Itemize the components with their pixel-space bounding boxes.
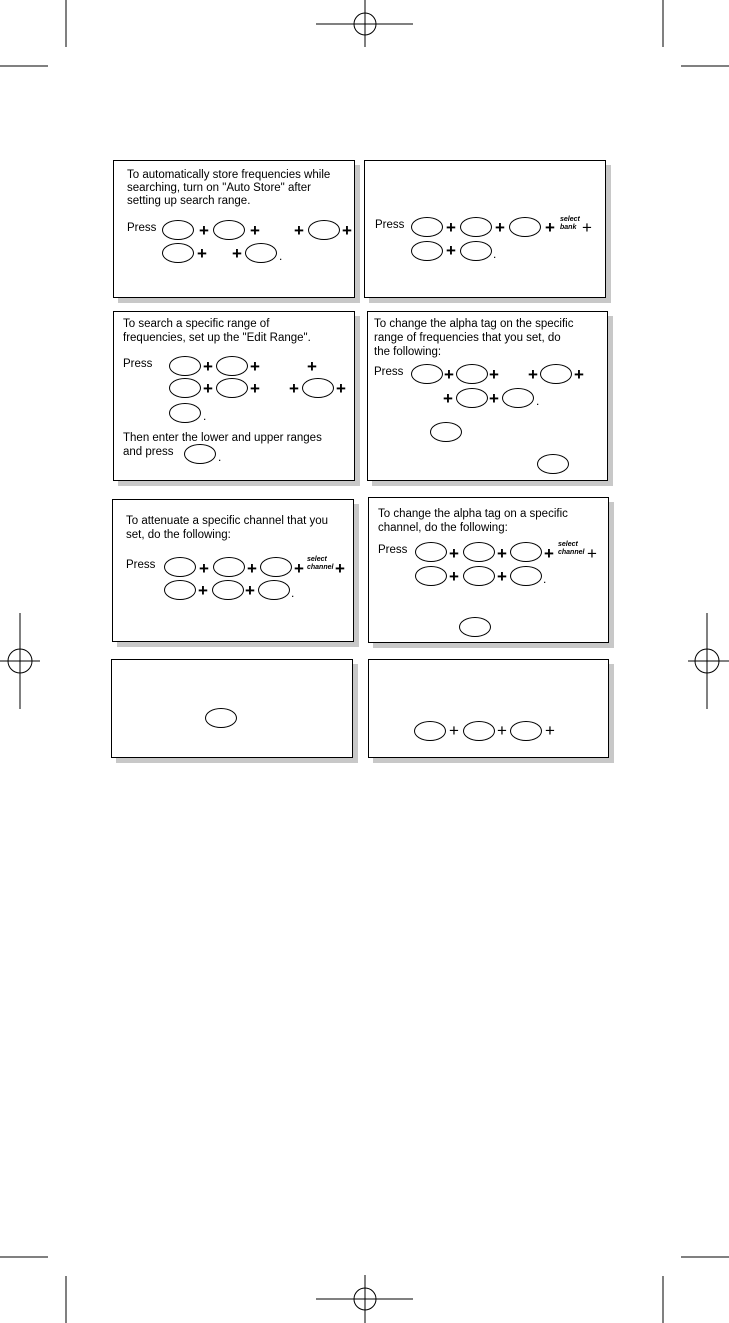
registration-mark-bottom <box>316 1275 413 1323</box>
press-label: Press <box>126 559 156 571</box>
key-button[interactable] <box>258 580 290 600</box>
key-button[interactable] <box>415 542 447 562</box>
plus-sign: + <box>545 721 555 740</box>
period: . <box>493 247 497 261</box>
instruction-line: channel, do the following: <box>378 522 508 534</box>
key-button[interactable] <box>162 243 194 263</box>
key-button[interactable] <box>302 378 334 398</box>
key-button[interactable] <box>456 388 488 408</box>
plus-sign: + <box>245 581 255 600</box>
key-button[interactable] <box>213 557 245 577</box>
period: . <box>218 450 222 464</box>
key-button[interactable] <box>510 542 542 562</box>
select-text: select <box>307 556 327 563</box>
instruction-line: To attenuate a specific channel that you <box>126 515 329 527</box>
period: . <box>291 586 295 600</box>
panel-auto-store <box>113 160 355 298</box>
key-button[interactable] <box>169 403 201 423</box>
key-button[interactable] <box>459 617 491 637</box>
plus-sign: + <box>582 218 592 237</box>
registration-mark-left <box>0 613 40 709</box>
plus-sign: + <box>203 357 213 376</box>
select-text: select <box>558 541 578 548</box>
panel-single-key <box>111 659 353 758</box>
plus-sign: + <box>497 721 507 740</box>
select-channel-label <box>307 556 333 571</box>
instruction-line: searching, turn on "Auto Store" after <box>127 182 311 194</box>
plus-sign: + <box>250 379 260 398</box>
panel-alpha-tag-channel <box>368 497 609 643</box>
instruction-line: range of frequencies that you set, do <box>374 332 561 344</box>
key-button[interactable] <box>510 566 542 586</box>
plus-sign: + <box>489 389 499 408</box>
key-button[interactable] <box>164 557 196 577</box>
period: . <box>543 572 547 586</box>
plus-sign: + <box>449 567 459 586</box>
plus-sign: + <box>335 559 345 578</box>
key-button[interactable] <box>213 220 245 240</box>
plus-sign: + <box>294 221 304 240</box>
key-button[interactable] <box>460 217 492 237</box>
plus-sign: + <box>250 221 260 240</box>
instruction-line: To search a specific range of <box>123 318 270 330</box>
press-label: Press <box>123 358 153 370</box>
select-channel-label <box>558 541 584 556</box>
instruction-line: set, do the following: <box>126 529 231 541</box>
key-button[interactable] <box>415 566 447 586</box>
key-button[interactable] <box>411 241 443 261</box>
plus-sign: + <box>489 365 499 384</box>
plus-sign: + <box>336 379 346 398</box>
bank-text: bank <box>560 223 577 231</box>
key-button[interactable] <box>509 217 541 237</box>
key-button[interactable] <box>212 580 244 600</box>
plus-sign: + <box>307 357 317 376</box>
select-bank-label <box>560 216 580 231</box>
plus-sign: + <box>528 365 538 384</box>
panel-edit-range <box>113 311 355 481</box>
key-button[interactable] <box>308 220 340 240</box>
instruction-line: the following: <box>374 346 442 358</box>
press-label: Press <box>375 219 405 231</box>
period: . <box>536 394 540 408</box>
panel-select-bank <box>364 160 606 298</box>
channel-text: channel <box>307 563 334 571</box>
period: . <box>279 249 283 263</box>
instruction-line: Then enter the lower and upper ranges <box>123 432 322 444</box>
channel-text: channel <box>558 548 585 556</box>
key-button[interactable] <box>510 721 542 741</box>
panel-alpha-tag-range <box>367 311 608 481</box>
plus-sign: + <box>444 365 454 384</box>
key-button[interactable] <box>463 542 495 562</box>
key-button[interactable] <box>456 364 488 384</box>
instruction-line: To change the alpha tag on a specific <box>378 508 568 520</box>
key-button[interactable] <box>502 388 534 408</box>
key-button[interactable] <box>164 580 196 600</box>
plus-sign: + <box>545 218 555 237</box>
plus-sign: + <box>294 559 304 578</box>
instruction-line: frequencies, set up the "Edit Range". <box>123 332 311 344</box>
plus-sign: + <box>232 244 242 263</box>
plus-sign: + <box>197 244 207 263</box>
period: . <box>203 409 207 423</box>
plus-sign: + <box>247 559 257 578</box>
instruction-line: To automatically store frequencies while <box>127 169 331 181</box>
plus-sign: + <box>443 389 453 408</box>
panel-attenuate <box>112 499 354 642</box>
plus-sign: + <box>446 218 456 237</box>
plus-sign: + <box>449 721 459 740</box>
instruction-line: setting up search range. <box>127 195 251 207</box>
plus-sign: + <box>446 241 456 260</box>
select-text: select <box>560 216 580 223</box>
plus-sign: + <box>449 544 459 563</box>
key-button[interactable] <box>463 566 495 586</box>
key-button[interactable] <box>540 364 572 384</box>
key-button[interactable] <box>460 241 492 261</box>
plus-sign: + <box>250 357 260 376</box>
plus-sign: + <box>198 581 208 600</box>
panel-key-sequence <box>368 659 609 758</box>
key-button[interactable] <box>169 378 201 398</box>
plus-sign: + <box>495 218 505 237</box>
press-label: Press <box>127 222 157 234</box>
plus-sign: + <box>199 559 209 578</box>
plus-sign: + <box>342 221 352 240</box>
key-button[interactable] <box>414 721 446 741</box>
plus-sign: + <box>544 544 554 563</box>
plus-sign: + <box>497 567 507 586</box>
press-label: Press <box>378 544 408 556</box>
instruction-line: and press <box>123 446 174 458</box>
key-button[interactable] <box>169 356 201 376</box>
key-button[interactable] <box>463 721 495 741</box>
instruction-line: To change the alpha tag on the specific <box>374 318 574 330</box>
registration-mark-top <box>316 0 413 47</box>
key-button[interactable] <box>411 217 443 237</box>
key-button[interactable] <box>205 708 237 728</box>
key-button[interactable] <box>430 422 462 442</box>
plus-sign: + <box>199 221 209 240</box>
plus-sign: + <box>574 365 584 384</box>
key-button[interactable] <box>260 557 292 577</box>
registration-mark-right <box>688 613 729 709</box>
key-button[interactable] <box>245 243 277 263</box>
key-button[interactable] <box>537 454 569 474</box>
plus-sign: + <box>203 379 213 398</box>
plus-sign: + <box>289 379 299 398</box>
plus-sign: + <box>497 544 507 563</box>
key-button[interactable] <box>162 220 194 240</box>
key-button[interactable] <box>411 364 443 384</box>
key-button[interactable] <box>216 378 248 398</box>
press-label: Press <box>374 366 404 378</box>
plus-sign: + <box>587 544 597 563</box>
key-button[interactable] <box>216 356 248 376</box>
key-button[interactable] <box>184 444 216 464</box>
